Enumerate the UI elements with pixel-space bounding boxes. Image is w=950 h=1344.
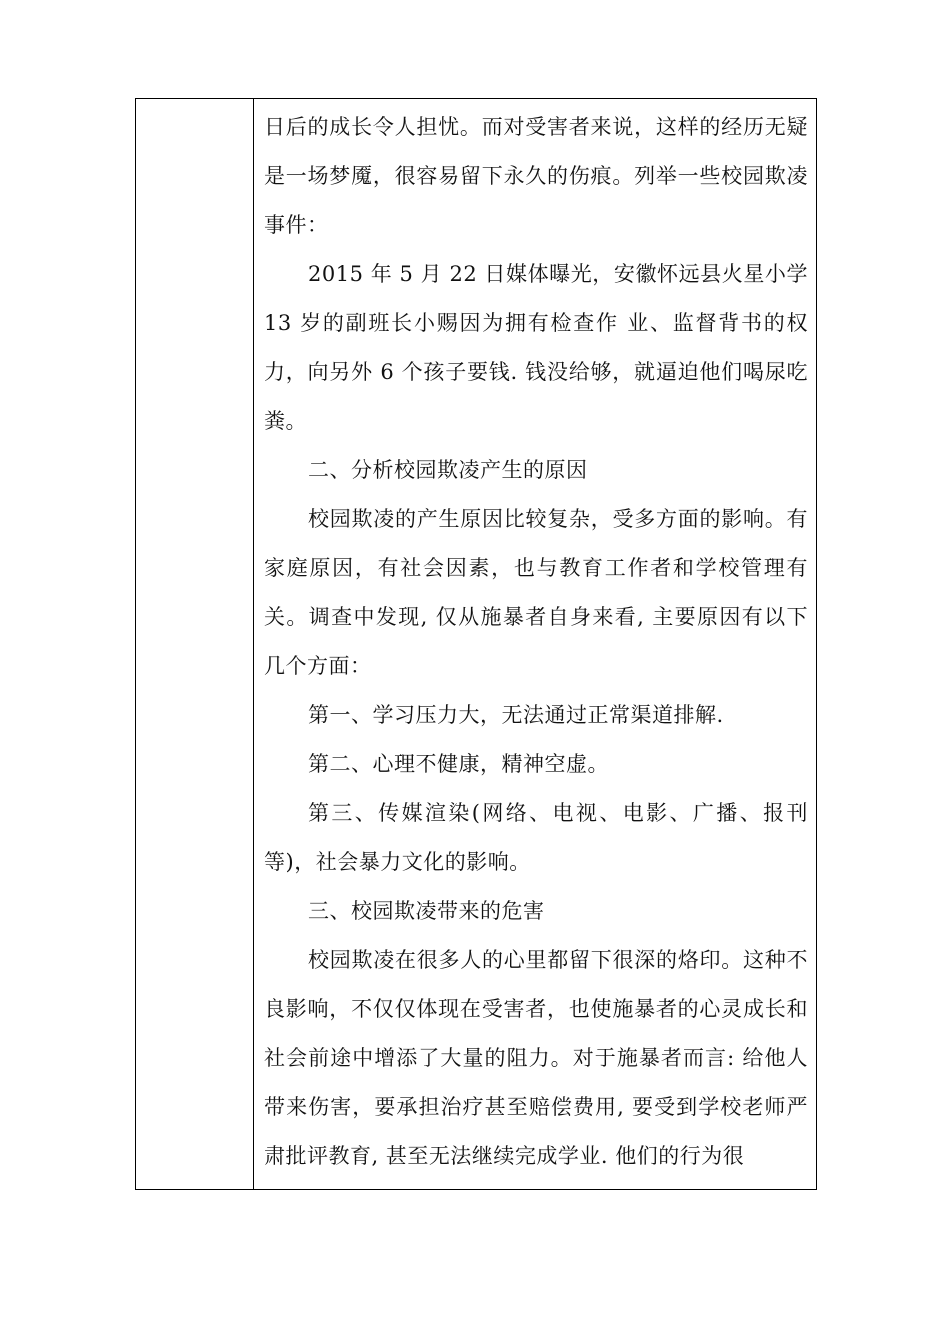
section-heading-harms: 三、校园欺凌带来的危害 xyxy=(308,899,545,923)
paragraph-causes: 校园欺凌的产生原因比较复杂，受多方面的影响。有家庭原因，有社会因素，也与教育工作者和学校管理有关。调查中发现, 仅从施暴者自身来看, 主要原因有以下几个方面： xyxy=(264,507,808,678)
content-table xyxy=(135,98,817,1190)
list-item-cause-3: 第三、传媒渲染(网络、电视、电影、广播、报刊等)，社会暴力文化的影响。 xyxy=(264,801,808,874)
paragraph-harms: 校园欺凌在很多人的心里都留下很深的烙印。这种不良影响，不仅仅体现在受害者，也使施暴者的心灵成长和社会前途中增添了大量的阻力。对于施暴者而言: 给他人带来伤害，要承担治疗甚至赔偿费用, 要受到学校老师严肃批评教育, 甚至无法继续完成学业. 他们的行为很 xyxy=(264,948,808,1168)
paragraph-intro-continuation: 日后的成长令人担忧。而对受害者来说，这样的经历无疑是一场梦魇，很容易留下永久的伤痕。列举一些校园欺凌事件： xyxy=(264,115,808,237)
list-item-cause-2: 第二、心理不健康，精神空虚。 xyxy=(308,752,609,776)
section-heading-causes: 二、分析校园欺凌产生的原因 xyxy=(308,458,588,482)
list-item-cause-1: 第一、学习压力大，无法通过正常渠道排解. xyxy=(308,703,724,727)
paragraph-incident-2015: 2015 年 5 月 22 日媒体曝光，安徽怀远县火星小学 13 岁的副班长小赐因为拥有检查作 业、监督背书的权力，向另外 6 个孩子要钱. 钱没给够，就逼迫他们喝尿吃粪。 xyxy=(264,262,808,433)
table-right-column xyxy=(254,99,816,1189)
table-left-column xyxy=(136,99,254,1189)
